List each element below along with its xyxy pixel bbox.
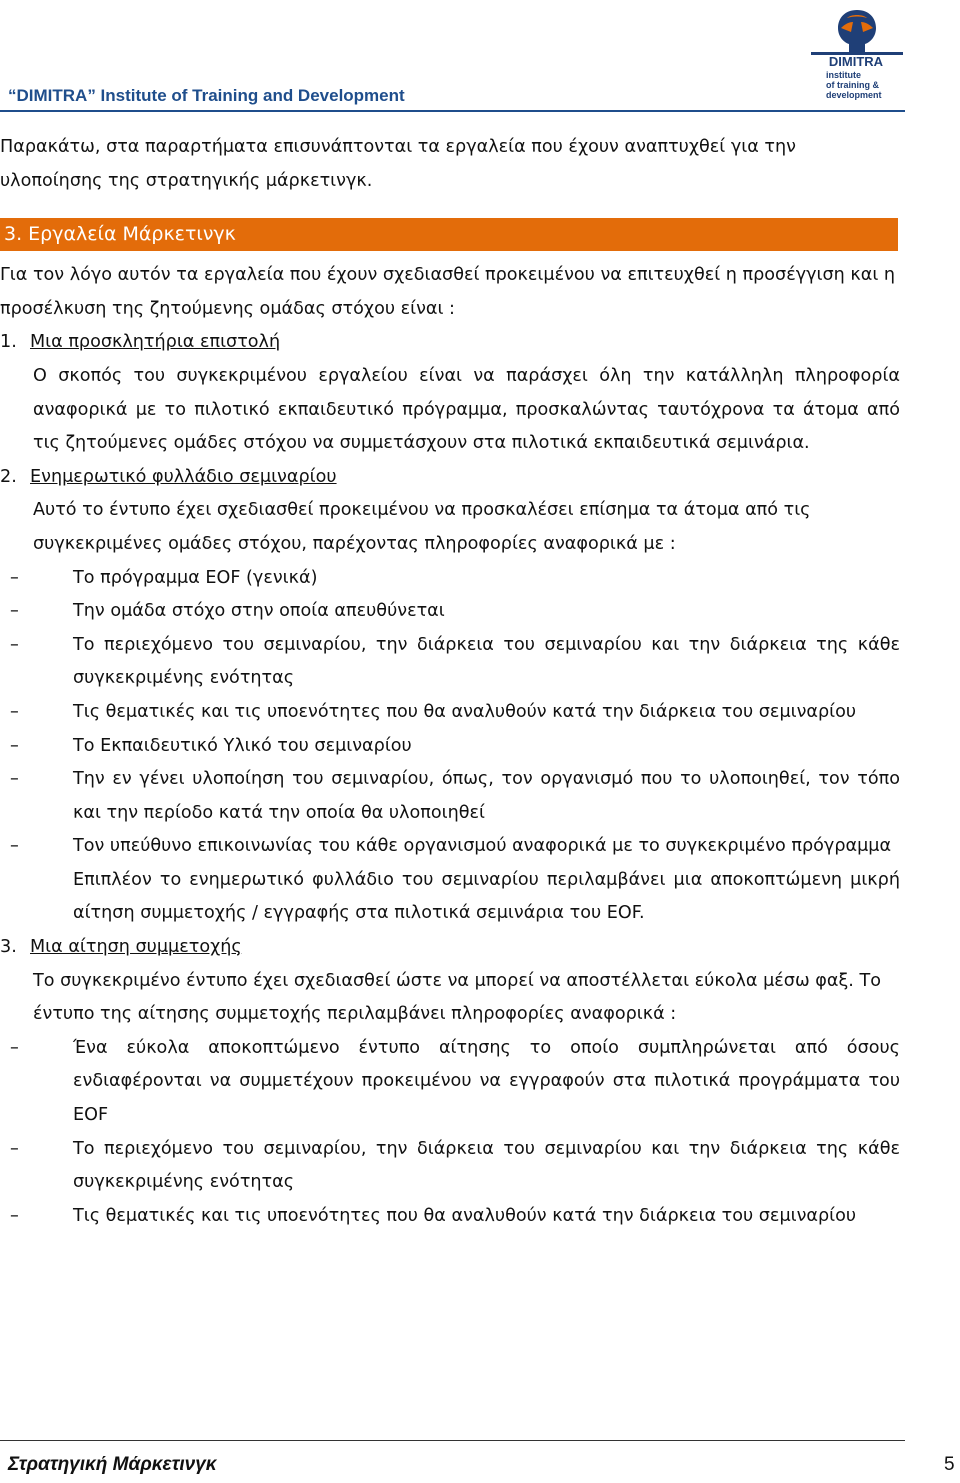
item-number: 1. xyxy=(0,332,17,353)
section-lead: Για τον λόγο αυτόν τα εργαλεία που έχουν σχεδιασθεί προκειμένου να επιτευχθεί η προσέγγιση και η προσέλκυση της ζητούμενης ομάδας στόχου είναι : xyxy=(0,265,896,319)
dash-icon: – xyxy=(10,634,19,655)
bullet-item xyxy=(0,595,900,629)
bullet-item xyxy=(0,696,900,730)
bullet-text: Τις θεματικές και τις υποενότητες που θα αναλυθούν κατά την διάρκεια του σεμιναρίου xyxy=(73,1205,857,1226)
bullet-item xyxy=(0,1032,900,1133)
bullet-text: Την ομάδα στόχο στην οποία απευθύνεται xyxy=(73,601,445,622)
bullet-item xyxy=(0,1133,900,1200)
bullet-text: Την εν γένει υλοποίηση του σεμιναρίου, όπως, τον οργανισμό που το υλοποιηθεί, τον τόπο και την περίοδο κατά την οποία θα υλοποιηθεί xyxy=(73,769,900,823)
bullet-text: Το πρόγραμμα EOF (γενικά) xyxy=(73,567,318,588)
logo-subtitle xyxy=(826,70,896,100)
logo-word: DIMITRA xyxy=(828,54,884,69)
item-number: 3. xyxy=(0,937,17,958)
list-item xyxy=(0,931,900,965)
list-item xyxy=(0,326,900,360)
bullet-item xyxy=(0,629,900,696)
dash-icon: – xyxy=(10,601,19,622)
footer-divider xyxy=(0,1440,905,1441)
header-title: “DIMITRA” Institute of Training and Development xyxy=(8,86,405,105)
bullet-text: Τις θεματικές και τις υποενότητες που θα αναλυθούν κατά την διάρκεια του σεμιναρίου xyxy=(73,701,857,722)
dash-icon: – xyxy=(10,1037,19,1058)
footer-title: Στρατηγική Μάρκετινγκ xyxy=(8,1454,217,1475)
section-heading: 3. Εργαλεία Μάρκετινγκ xyxy=(0,218,898,251)
dash-icon: – xyxy=(10,836,19,857)
item-body: Το συγκεκριμένο έντυπο έχει σχεδιασθεί ώστε να μπορεί να αποστέλλεται εύκολα μέσω φαξ. Το έντυπο της αίτησης συμμετοχής περιλαμβάνει πληροφορίες αναφορικά : xyxy=(33,970,881,1025)
dash-icon: – xyxy=(10,567,19,588)
intro-paragraph: Παρακάτω, στα παραρτήματα επισυνάπτονται τα εργαλεία που έχουν αναπτυχθεί για την υλοποίησης της στρατηγικής μάρκετινγκ. xyxy=(0,137,796,191)
dash-icon: – xyxy=(10,701,19,722)
item-body: Ο σκοπός του συγκεκριμένου εργαλείου είναι να παράσχει όλη την κατάλληλη πληροφορία αναφορικά με το πιλοτικό εκπαιδευτικό πρόγραμμα, προσκαλώντας ταυτόχρονα τα άτομα από τις ζητούμενες ομάδες στόχου να συμμετάσχουν στα πιλοτικά εκπαιδευτικά σεμινάρια. xyxy=(33,365,900,454)
bullet-item xyxy=(0,562,900,596)
logo-sub-line-2: of training & xyxy=(826,80,879,90)
bullet-text: Το περιεχόμενο του σεμιναρίου, την διάρκεια του σεμιναρίου και την διάρκεια της κάθε συγκεκριμένης ενότητας xyxy=(73,634,900,689)
list-item xyxy=(0,461,900,495)
item-body: Αυτό το έντυπο έχει σχεδιασθεί προκειμένου να προσκαλέσει επίσημα τα άτομα από τις συγκεκριμένες ομάδες στόχου, παρέχοντας πληροφορίες αναφορικά με : xyxy=(33,500,811,554)
page-header xyxy=(0,0,960,112)
dash-icon: – xyxy=(10,1138,19,1159)
logo-sub-line-1: institute xyxy=(826,70,861,80)
page-number: 5 xyxy=(944,1454,955,1475)
header-divider xyxy=(0,110,905,112)
bullet-item xyxy=(0,763,900,830)
bullet-text: Το περιεχόμενο του σεμιναρίου, την διάρκεια του σεμιναρίου και την διάρκεια της κάθε συγκεκριμένης ενότητας xyxy=(73,1138,900,1193)
item-title: Μια προσκλητήρια επιστολή xyxy=(30,332,281,353)
item-title: Ενημερωτικό φυλλάδιο σεμιναρίου xyxy=(30,466,337,487)
logo-sub-line-3: development xyxy=(826,90,882,100)
bullet-list xyxy=(0,1032,900,1234)
bullet-item xyxy=(0,730,900,764)
dash-icon: – xyxy=(10,735,19,756)
page-footer xyxy=(0,1438,960,1483)
item-number: 2. xyxy=(0,466,17,487)
item-after-text: Επιπλέον το ενημερωτικό φυλλάδιο του σεμιναρίου περιλαμβάνει μια αποκοπτώμενη μικρή αίτηση συμμετοχής / εγγραφής στα πιλοτικά σεμινάρια του EOF. xyxy=(73,869,900,924)
dash-icon: – xyxy=(10,769,19,790)
bullet-item xyxy=(0,830,900,864)
bullet-item xyxy=(0,1200,900,1234)
bullet-text: Τον υπεύθυνο επικοινωνίας του κάθε οργανισμού αναφορικά με το συγκεκριμένο πρόγραμμα xyxy=(73,836,892,857)
document-body xyxy=(0,131,900,1233)
item-title: Μια αίτηση συμμετοχής xyxy=(30,937,242,958)
bullet-list xyxy=(0,562,900,864)
bullet-text: Το Εκπαιδευτικό Υλικό του σεμιναρίου xyxy=(73,735,412,756)
bullet-text: Ένα εύκολα αποκοπτώμενο έντυπο αίτησης το οποίο συμπληρώνεται από όσους ενδιαφέρονται να συμμετέχουν προκειμένου να εγγραφούν στα πιλοτικά προγράμματα του EOF xyxy=(73,1037,900,1126)
dash-icon: – xyxy=(10,1205,19,1226)
